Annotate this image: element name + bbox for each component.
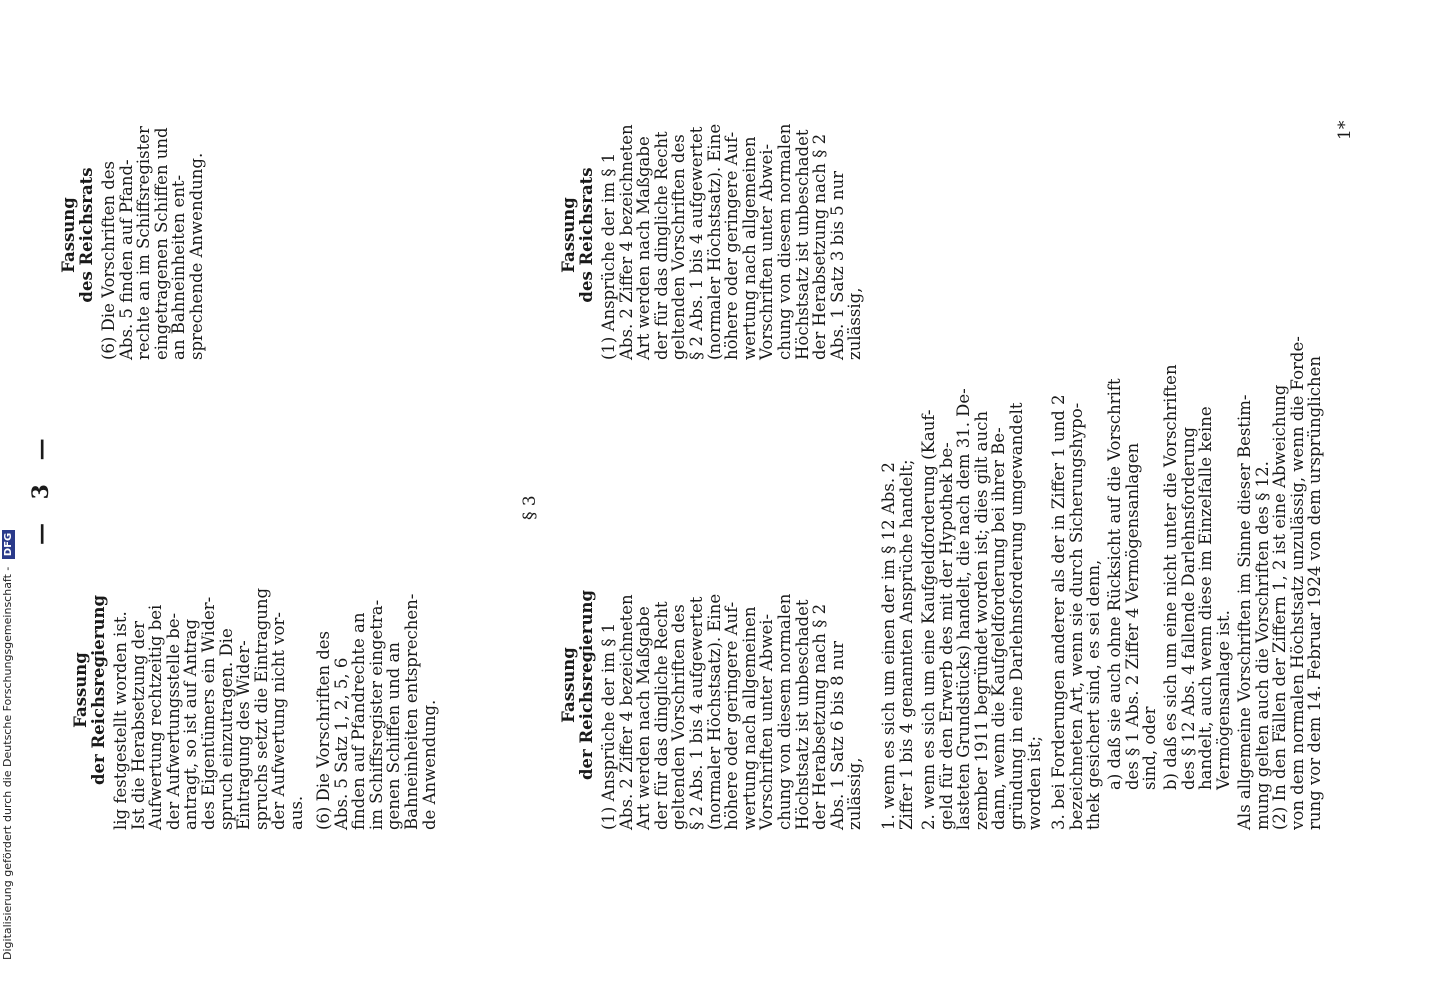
left-p1-line: Eintragung des Wider-: [234, 640, 254, 830]
right-p4-line: geltenden Vorschriften des: [669, 134, 689, 360]
full-line: (2) In den Fällen der Ziffern 1, 2 ist eine Abweichung: [1270, 384, 1290, 830]
left-p1-line: lig festgestellt worden ist.: [111, 611, 130, 830]
paragraph-right-section3: [600, 110, 864, 360]
right-p1-line: an Bahneinheiten ent-: [169, 174, 189, 360]
list-3a-line: a) daß sie auch ohne Rücksicht auf die Vorschrift: [1105, 378, 1124, 790]
list-1-line: Ziffer 1 bis 4 genannten Ansprüche handelt;: [896, 459, 916, 830]
right-p4-line: der für das dingliche Recht: [651, 131, 671, 360]
left-p4-line: der für das dingliche Recht: [651, 601, 671, 830]
left-p4-line: Höchstsatz ist unbeschadet: [792, 599, 812, 830]
right-p4-line: Höchstsatz ist unbeschadet: [792, 129, 812, 360]
left-p1-line: Aufwertung rechtzeitig bei: [146, 604, 166, 830]
right-p1-line: rechte an im Schiffsregister: [134, 126, 154, 360]
right-p4-line: (1) Ansprüche der im § 1: [599, 152, 618, 360]
list-3a-line: sind, oder: [1140, 706, 1160, 790]
list-item-3b: [1162, 110, 1232, 790]
header-reichsregierung-mid: Fassung der Reichsregierung: [559, 590, 596, 780]
list-3-line: bezeichneten Art, wenn sie durch Sicherungshypo-: [1066, 402, 1086, 830]
list-2-line: worden ist;: [1024, 735, 1044, 830]
left-p4-line: der Herabsetzung nach § 2: [810, 603, 830, 830]
left-p2-line: Abs. 5 Satz 1, 2, 5, 6: [331, 657, 351, 830]
list-3b-line: handelt, auch wenn diese im Einzelfalle keine: [1196, 406, 1216, 790]
left-p2-line: finden auf Pfandrechte an: [349, 612, 369, 830]
right-p4-line: chung von diesem normalen: [774, 123, 794, 360]
left-p1-line: der Aufwertung nicht vor-: [269, 612, 289, 830]
sidebar-text: Digitalisierung gefördert durch die Deutsche Forschungsgemeinschaft -: [1, 566, 14, 960]
right-p1-line: Abs. 5 finden auf Pfand-: [116, 159, 136, 360]
left-p4-line: zulässig,: [845, 757, 865, 830]
left-p4-line: (normaler Höchstsatz). Eine: [704, 593, 724, 830]
right-p4-line: der Herabsetzung nach § 2: [810, 133, 830, 360]
list-3b-line: b) daß es sich um eine nicht unter die Vorschriften: [1161, 364, 1180, 790]
left-p4-line: Vorschriften unter Abwei-: [757, 613, 777, 830]
list-1-line: 1. wenn es sich um einen der im § 12 Abs. 2: [879, 462, 898, 830]
left-p4-line: höhere oder geringere Auf-: [722, 601, 742, 830]
paragraph-left-6: [315, 550, 438, 830]
left-p1-line: spruchs setzt die Eintragung: [251, 587, 271, 830]
left-p1-line: antragt, so ist auf Antrag: [181, 618, 201, 830]
left-p4-line: Abs. 2 Ziffer 4 bezeichneten: [616, 594, 636, 830]
left-p4-line: wertung nach allgemeinen: [739, 606, 759, 830]
left-p4-line: § 2 Abs. 1 bis 4 aufgewertet: [686, 596, 706, 830]
left-p2-line: de Anwendung.: [419, 699, 439, 830]
list-3b-line: des § 12 Abs. 4 fallende Darlehnsforderung: [1178, 426, 1198, 790]
right-p1-line: (6) Die Vorschriften des: [99, 160, 118, 360]
right-p4-line: Abs. 1 Satz 3 bis 5 nur: [827, 170, 847, 360]
list-2-line: gründung in eine Darlehnsforderung umgewandelt: [1006, 402, 1026, 830]
list-2-line: geld für den Erwerb des mit der Hypothek be-: [936, 442, 956, 830]
list-2-line: zember 1911 begründet worden ist; dies gilt auch: [971, 411, 991, 830]
left-p4-line: (1) Ansprüche der im § 1: [599, 622, 618, 830]
header-reichsrat-top: Fassung des Reichsrats: [59, 167, 96, 303]
page-number: — 3 —: [28, 430, 54, 545]
right-p1-line: sprechende Anwendung.: [186, 152, 206, 360]
digitization-sidebar: [0, 0, 16, 1000]
left-p2-line: Bahneinheiten entsprechen-: [401, 593, 421, 830]
list-3-line: 3. bei Forderungen anderer als der in Ziffer 1 und 2: [1049, 394, 1068, 830]
footer-mark: 1*: [1335, 120, 1355, 140]
left-p1-line: der Aufwertungsstelle be-: [163, 612, 183, 830]
section-sign: § 3: [520, 495, 540, 520]
right-p4-line: höhere oder geringere Auf-: [722, 131, 742, 360]
left-p2-line: (6) Die Vorschriften des: [314, 630, 333, 830]
full-line: von dem normalen Höchstsatz unzulässig, wenn die Forde-: [1287, 336, 1307, 830]
right-p4-line: Abs. 2 Ziffer 4 bezeichneten: [616, 124, 636, 360]
paragraph-right-6: [100, 110, 206, 360]
list-2-line: dann, wenn die Kaufgeldforderung bei ihrer Be-: [989, 427, 1009, 830]
dfg-logo: DFG: [2, 530, 15, 559]
left-p1-line: des Eigentümers ein Wider-: [198, 596, 218, 830]
right-p4-line: § 2 Abs. 1 bis 4 aufgewertet: [686, 126, 706, 360]
left-p4-line: Art werden nach Maßgabe: [634, 606, 654, 830]
full-line: Als allgemeine Vorschriften im Sinne dieser Bestim-: [1235, 394, 1254, 830]
list-3b-line: Vermögensanlage ist.: [1213, 610, 1233, 790]
full-line: rung vor dem 14. Februar 1924 von dem ursprünglichen: [1305, 355, 1325, 830]
left-p4-line: Abs. 1 Satz 6 bis 8 nur: [827, 640, 847, 830]
header-reichsregierung-top: Fassung der Reichsregierung: [71, 595, 108, 785]
left-p2-line: genen Schiffen und an: [384, 642, 404, 830]
left-p1-line: aus.: [286, 795, 306, 830]
list-2-line: 2. wenn es sich um eine Kaufgeldforderung (Kauf-: [919, 409, 938, 830]
list-item-1: [880, 110, 915, 830]
right-p4-line: Art werden nach Maßgabe: [634, 136, 654, 360]
list-item-3a: [1106, 110, 1159, 790]
left-p2-line: im Schiffsregister eingetra-: [366, 599, 386, 830]
paragraph-left-section3: [600, 540, 864, 830]
paragraph-left-continuation: [112, 550, 306, 830]
left-p1-line: spruch einzutragen. Die: [216, 628, 236, 830]
right-p4-line: (normaler Höchstsatz). Eine: [704, 123, 724, 360]
list-2-line: lasteten Grundstücks) handelt, die nach dem 31. De-: [954, 388, 974, 830]
left-p4-line: geltenden Vorschriften des: [669, 604, 689, 830]
right-p4-line: Vorschriften unter Abwei-: [757, 143, 777, 360]
header-reichsrat-mid: Fassung des Reichsrats: [559, 167, 596, 303]
right-p4-line: zulässig,: [845, 287, 865, 360]
left-p1-line: Ist die Herabsetzung der: [128, 621, 148, 830]
list-item-2: [920, 110, 1043, 830]
full-line: mung gelten auch die Vorschriften des § 12.: [1252, 461, 1272, 830]
right-p1-line: eingetragenen Schiffen und: [151, 127, 171, 360]
list-3a-line: des § 1 Abs. 2 Ziffer 4 Vermögensanlagen: [1122, 442, 1142, 790]
list-item-3: [1050, 110, 1103, 830]
paragraph-full-width: [1236, 110, 1324, 830]
list-3-line: thek gesichert sind, es sei denn,: [1084, 559, 1104, 830]
right-p4-line: wertung nach allgemeinen: [739, 136, 759, 360]
left-p4-line: chung von diesem normalen: [774, 593, 794, 830]
